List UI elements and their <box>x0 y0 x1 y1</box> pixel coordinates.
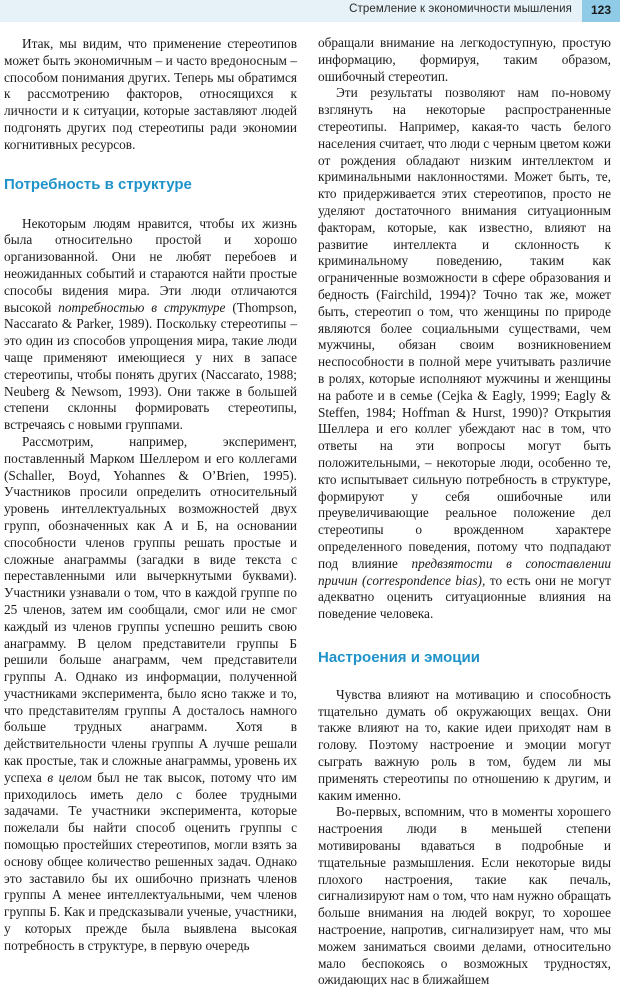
left-column <box>4 36 297 955</box>
paragraph: Итак, мы видим, что применение стереотипов может быть экономичным – и часто вредоносным – способом понимания других. Теперь мы обратимся к рассмотрению факторов, относящихся к личности и к ситуации, которые заставляют людей подгонять других под стереотипы ради экономии когнитивных ресурсов. <box>4 36 297 152</box>
paragraph: Некоторым людям нравится, чтобы их жизнь была относительно простой и хорошо организованной. Они не любят перебоев и неожиданных событий и стараются найти простые способы видения мира. Эти люди отличаются высокой потребностью в структуре (Thompson, Naccarato & Parker, 1989). Поскольку стереотипы – это один из способов упрощения мира, такие люди чаще применяют имеющиеся у них в запасе стереотипы, чтобы понять других (Naccarato, 1988; Neuberg & Newsom, 1993). Они также в большей степени склонны формировать стереотипы, встречаясь с новыми группами. <box>4 215 298 433</box>
emphasis: предвзятости в сопоставлении причин (correspondence bias), <box>318 555 611 588</box>
paragraph: Чувства влияют на мотивацию и способность тщательно думать об окружающих вещах. Они также влияют на то, какие идеи приходят нам в голову. Поэтому настроение и эмоции могут сыграть важную роль в том, будем ли мы применять стереотипы по отношению к другим, и каким именно. <box>318 686 611 803</box>
paragraph: Рассмотрим, например, эксперимент, поставленный Марком Шеллером и его коллегами (Schaller, Boyd, Yohannes & O’Brien, 1995). Участников просили определить относительный уровень интеллектуальных возможностей двух групп, обозначенных как А и Б, на основании способности членов группы решать простые и сложные анаграммы (загадки в виде текста с переставленными или вычеркнутыми буквами). Участники узнавали о том, что в каждой группе по 25 членов, затем им сообщали, смог или не смог каждый из членов группы успешно решить свою анаграмму. В целом представители группы Б решили больше анаграмм, чем представители группы А. Однако из информации, полученной участниками эксперимента, было ясно также и то, что представителям группы А досталось намного больше трудных анаграмм. Хотя в действительности члены группы А лучше решали как простые, так и сложные анаграммы, уровень их успеха в целом был не так высок, потому что им приходилось иметь дело с более трудными задачами. Те участники эксперимента, которые пожелали бы найти способ оценить группы с помощью простейших стереотипов, могли взять за основу общее количество решенных задач. Однако это заставило бы их ошибочно признать членов группы А менее интеллектуальными, чем членов группы Б. Как и предсказывали ученые, участники, у которых прежде была выявлена высокая потребность в структуре, в первую очередь <box>4 433 297 953</box>
paragraph: Во-первых, вспомним, что в моменты хорошего настроения люди в меньшей степени мотивированы вдаваться в подробные и тщательные размышления. Если некоторые виды плохого настроения, такие как печаль, сигнализируют нам о том, что нам нужно обращать больше внимания на людей вокруг, то хорошее настроение, напротив, сигнализирует нам, что мы можем заниматься своими делами, относительно мало беспокоясь о возможных трудностях, ожидающих нас в ближайшем <box>318 804 611 988</box>
right-column <box>318 35 611 989</box>
section-heading-moods: Настроения и эмоции <box>318 648 480 666</box>
page-number-box <box>582 0 620 22</box>
emphasis: потребностью в структуре <box>58 299 226 315</box>
paragraph: Эти результаты позволяют нам по-новому взглянуть на некоторые распространенные стереотипы. Например, какая-то часть белого населения считает, что люди с черным цветом кожи от рождения обладают низким интеллектом и криминальными наклонностями. Может быть, те, кто придерживается этих стереотипов, просто не уделяют достаточного внимания ситуационным факторам, которые, как известно, влияют на развитие интеллекта и склонность к криминальному поведению, таким как ограниченные возможности в сфере образования и бедность (Fairchild, 1994)? Точно так же, может быть, стереотип о том, что женщины по природе являются более социальными существами, чем мужчины, обязан своим возникновением неспособности в полной мере учитывать различие в ролях, которые исполняют мужчины и женщины на работе и в семье (Cejka & Eagly, 1999; Eagly & Steffen, 1984; Hoffman & Hurst, 1990)? Открытия Шеллера и его коллег убеждают нас в том, что ответы на эти вопросы могут быть положительными, – некоторые люди, особенно те, кто испытывает сильную потребность в структуре, формируют у себя ошибочные или преувеличивающие реальное положение дел стереотипы о врожденном характере определенного поведения, потому что подпадают под влияние предвзятости в сопоставлении причин (correspondence bias), то есть они не могут адекватно оценить ситуационные влияния на поведение человека. <box>318 85 611 622</box>
running-header <box>0 0 620 22</box>
paragraph: обращали внимание на легкодоступную, простую информацию, формируя, таким образом, ошибочный стереотип. <box>318 35 611 84</box>
running-title: Стремление к экономичности мышления <box>349 3 572 15</box>
emphasis: в целом <box>47 769 92 785</box>
section-heading-structure: Потребность в структуре <box>4 175 192 193</box>
page-number: 123 <box>590 3 612 17</box>
